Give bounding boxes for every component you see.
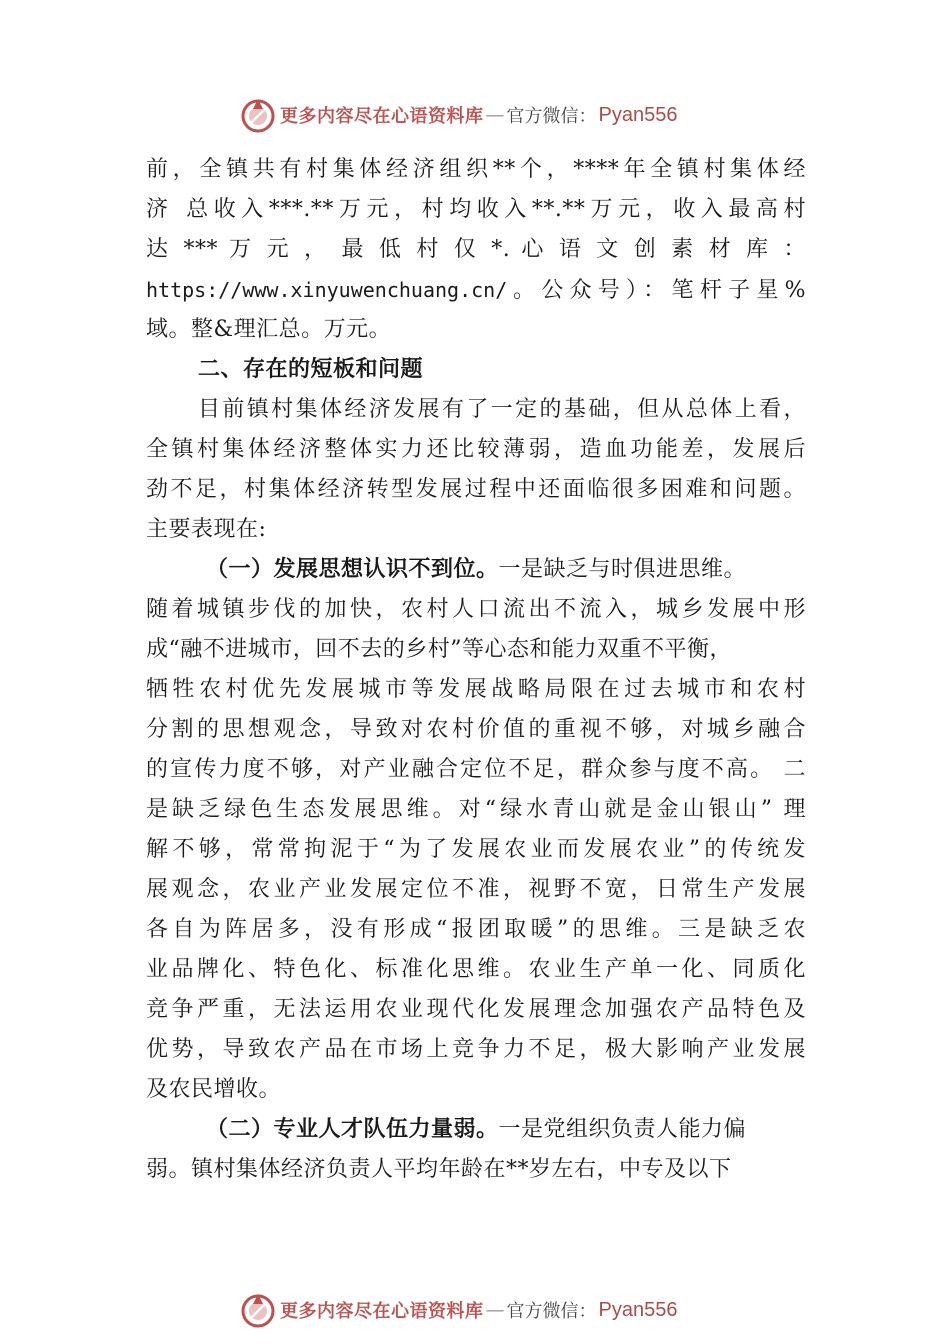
point-title: （二）专业人才队伍力量弱。 [206,1117,499,1142]
banner-wechat-label: 官方微信： [506,106,597,127]
text-fragment: 一是党组织负责人能力偏 [498,1117,747,1142]
paragraph-line: 主要表现在: [146,517,267,542]
paragraph-line: 成“融不进城市，回不去的乡村”等心态和能力双重不平衡， [146,637,732,662]
banner-dash: — [485,1299,505,1321]
website-url: https://www.xinyuwenchuang.cn/ [146,278,508,302]
text-line: 前，全镇共有村集体经济组织**个，****年全镇村集体经 [146,157,806,182]
banner-library-text: 更多内容尽在心语资料库 [280,106,484,127]
paragraph-line: 优势，导致农产品在市场上竞争力不足，极大影响产业发展 [146,1037,806,1062]
paragraph-line: 随着城镇步伐的加快，农村人口流出不流入，城乡发展中形 [146,597,806,622]
paragraph-line: 全镇村集体经济整体实力还比较薄弱，造血功能差，发展后 [146,437,806,462]
seal-logo-icon [238,1290,278,1330]
banner-dash: — [485,104,505,126]
paragraph-line: 分割的思想观念，导致对农村价值的重视不够，对城乡融合 [146,717,806,742]
text-line: 达 *** 万 元 ， 最 低 村 仅 *. 心 语 文 创 素 材 库 ： [146,237,806,262]
text-line: 济 总收入***.**万元，村均收入**.**万元，收入最高村 [146,197,806,222]
paragraph-line: 目前镇村集体经济发展有了一定的基础，但从总体上看， [198,397,806,422]
paragraph-line: 业品牌化、特色化、标准化思维。农业生产单一化、同质化 [146,957,806,982]
paragraph-line: 是缺乏绿色生态发展思维。对“绿水青山就是金山银山” 理 [146,797,806,822]
seal-logo-icon [238,95,278,135]
paragraph-line: 及农民增收。 [146,1077,282,1102]
watermark-banner-bottom [238,1290,758,1330]
banner-wechat-label: 官方微信： [506,1301,597,1322]
paragraph-line: 的宣传力度不够，对产业融合定位不足，群众参与度不高。 二 [146,757,806,782]
paragraph-line: 展观念，农业产业发展定位不准，视野不宽，日常生产发展 [146,877,806,902]
banner-wechat-id: Pyan556 [598,1298,678,1321]
point-title: （一）发展思想认识不到位。 [206,557,499,582]
section-heading: 二、存在的短板和问题 [198,357,424,382]
document-body [146,150,806,1190]
paragraph-line: 弱。镇村集体经济负责人平均年龄在**岁左右，中专及以下 [146,1157,732,1182]
text-line: 域。整&理汇总。万元。 [146,317,392,342]
point-heading-line [146,550,806,590]
paragraph-line: 解不够，常常拘泥于“为了发展农业而发展农业”的传统发 [146,837,806,862]
paragraph-line: 牺牲农村优先发展城市等发展战略局限在过去城市和农村 [146,677,806,702]
paragraph-line: 竞争严重，无法运用农业现代化发展理念加强农产品特色及 [146,997,806,1022]
point-heading-line [146,1110,806,1150]
text-fragment: 一是缺乏与时俱进思维。 [498,557,747,582]
text-fragment: 。公众号）：笔杆子星% [507,278,806,303]
watermark-banner-top [238,95,758,135]
text-line-url [146,270,806,310]
paragraph-line: 劲不足，村集体经济转型发展过程中还面临很多困难和问题。 [146,477,806,502]
banner-library-text: 更多内容尽在心语资料库 [280,1301,484,1322]
paragraph-line: 各自为阵居多，没有形成“报团取暖”的思维。三是缺乏农 [146,917,806,942]
banner-wechat-id: Pyan556 [598,103,678,126]
